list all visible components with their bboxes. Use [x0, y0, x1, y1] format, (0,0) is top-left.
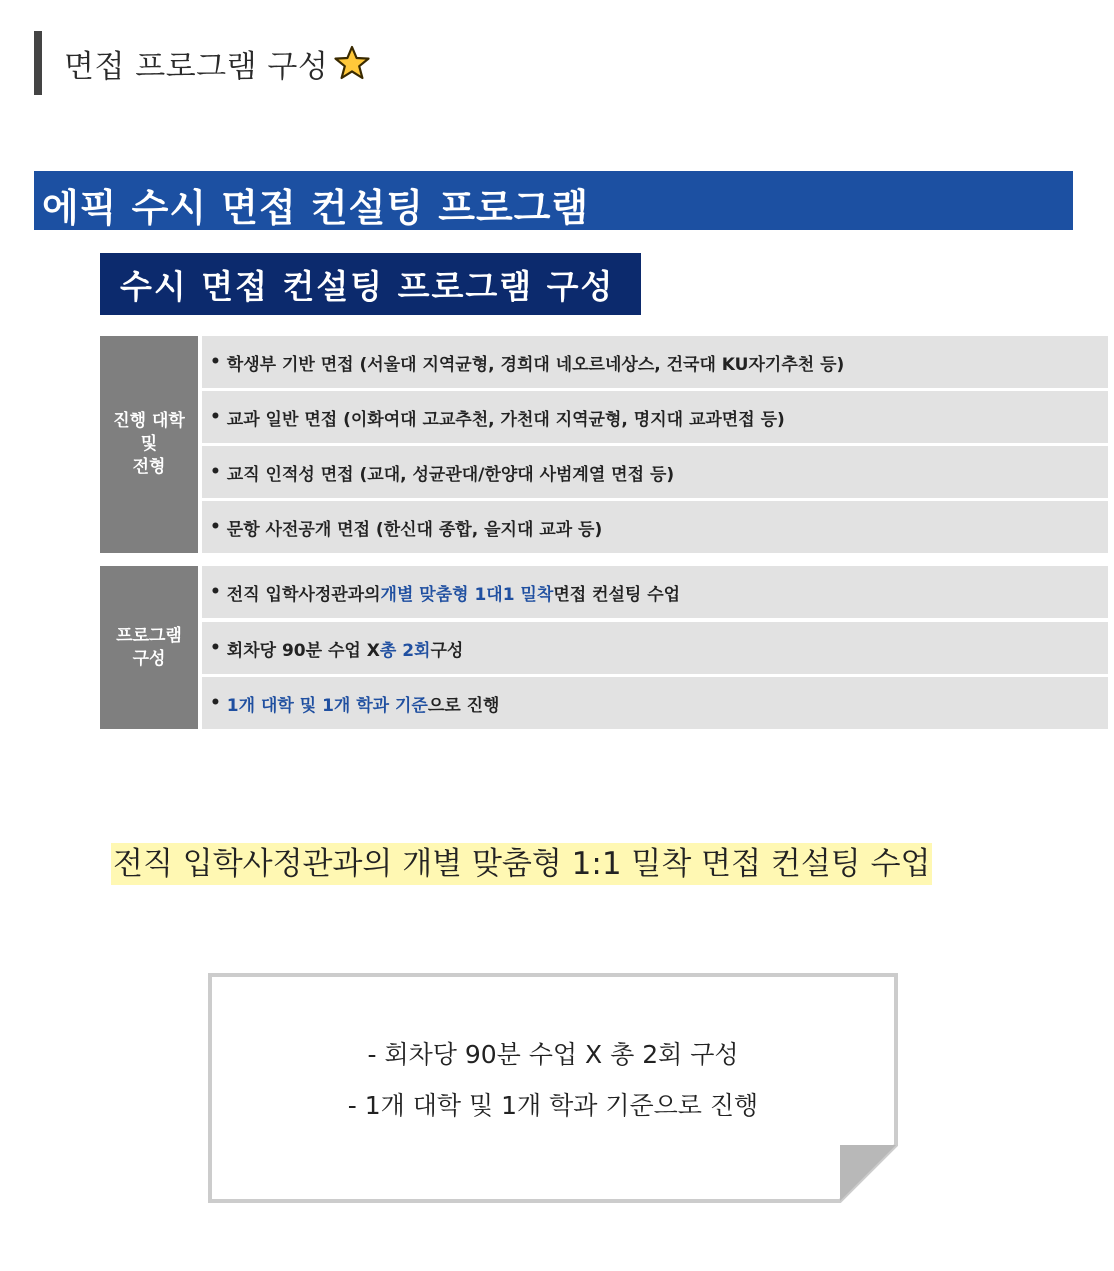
list-item-text: 교과 일반 면접 (이화여대 고교추천, 가천대 지역균형, 명지대 교과면접 등) — [226, 409, 785, 430]
list-item — [202, 677, 1108, 729]
list-item-emphasis: 개별 맞춤형 1대1 밀착 — [380, 584, 554, 605]
group-label-line: 및 — [140, 434, 158, 454]
list-item — [202, 446, 1108, 498]
group-label — [100, 336, 198, 553]
heading-accent-bar — [34, 31, 42, 95]
note-line: - 회차당 90분 수업 X 총 2회 구성 — [367, 1040, 739, 1069]
bullet: • — [210, 517, 221, 537]
list-item-text: 학생부 기반 면접 (서울대 지역균형, 경희대 네오르네상스, 건국대 KU자기추천 등) — [226, 354, 845, 375]
folded-corner — [840, 1145, 896, 1201]
note-line: - 1개 대학 및 1개 학과 기준으로 진행 — [347, 1091, 759, 1120]
section-title: 면접 프로그램 구성 — [64, 48, 329, 85]
list-item — [202, 566, 1108, 618]
group-label-line: 구성 — [132, 648, 166, 669]
list-item-text: 문항 사전공개 면접 (한신대 종합, 을지대 교과 등) — [226, 519, 603, 540]
bullet: • — [210, 462, 221, 482]
program-banner — [34, 171, 1073, 230]
list-item — [202, 622, 1108, 674]
group-program — [100, 566, 1008, 729]
list-item-text: 전직 입학사정관과의 — [226, 584, 381, 605]
list-item-emphasis: 1개 대학 및 1개 학과 기준 — [226, 695, 428, 716]
program-subbanner — [100, 253, 641, 315]
group-universities — [100, 336, 1008, 553]
note-card — [208, 973, 898, 1203]
star-icon — [334, 45, 370, 81]
list-item-text: 구성 — [430, 640, 464, 661]
bullet: • — [210, 582, 221, 602]
list-item-text: 으로 진행 — [427, 695, 500, 716]
bullet: • — [210, 352, 221, 372]
list-item-text: 교직 인적성 면접 (교대, 성균관대/한양대 사범계열 면접 등) — [226, 464, 675, 485]
list-item-text: 회차당 90분 수업 X — [226, 640, 380, 661]
bullet: • — [210, 407, 221, 427]
group-label — [100, 566, 198, 729]
highlighted-summary: 전직 입학사정관과의 개별 맞춤형 1:1 밀착 면접 컨설팅 수업 — [111, 843, 932, 885]
bullet: • — [210, 693, 221, 713]
list-item — [202, 501, 1108, 553]
list-item-emphasis: 총 2회 — [379, 640, 431, 661]
group-label-line: 프로그램 — [116, 625, 182, 646]
group-label-line: 전형 — [132, 457, 166, 477]
bullet: • — [210, 638, 221, 658]
section-heading — [34, 31, 370, 95]
list-item — [202, 336, 1108, 388]
banner-title: 에픽 수시 면접 컨설팅 프로그램 — [42, 186, 590, 230]
list-item — [202, 391, 1108, 443]
subbanner-title: 수시 면접 컨설팅 프로그램 구성 — [120, 267, 615, 306]
group-label-line: 진행 대학 — [113, 411, 185, 431]
list-item-text: 면접 컨설팅 수업 — [553, 584, 681, 605]
